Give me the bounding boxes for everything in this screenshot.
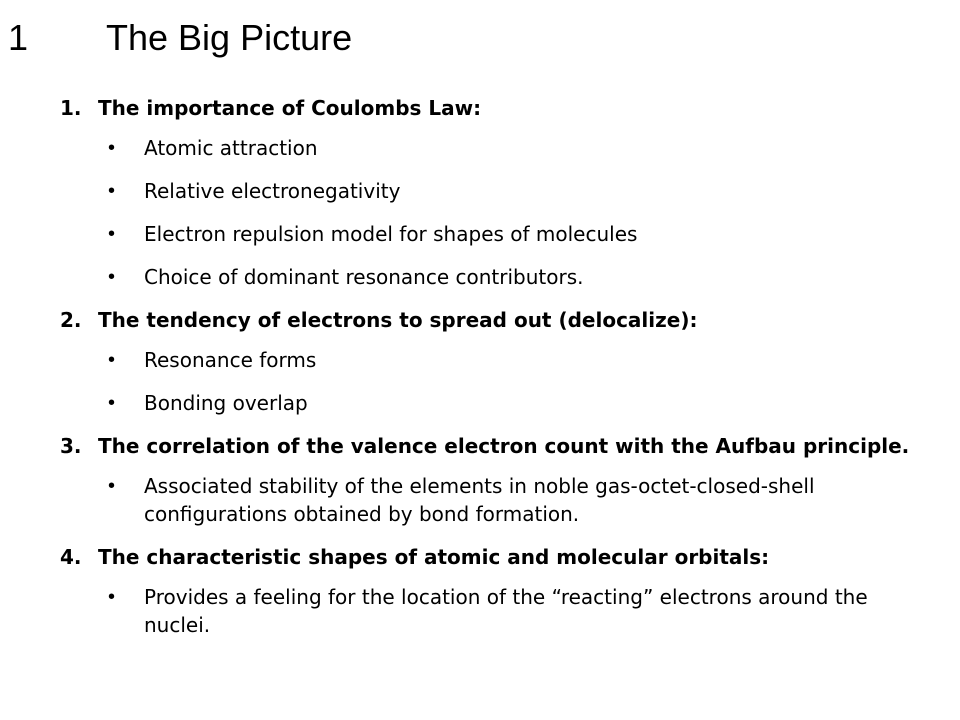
section-heading (60, 306, 940, 334)
bullet-text: Bonding overlap (144, 391, 308, 415)
bullet-icon: • (108, 223, 116, 245)
bullet-icon: • (108, 586, 116, 608)
section-number: 3. (60, 434, 82, 458)
bullet-icon: • (108, 392, 116, 414)
section-heading (60, 432, 940, 460)
section-heading (60, 543, 940, 571)
slide-title-number: 1 (8, 17, 29, 58)
bullet-text: Electron repulsion model for shapes of molecules (144, 222, 638, 246)
bullet-item (108, 220, 940, 248)
section-heading (60, 94, 940, 122)
section-number: 2. (60, 308, 82, 332)
bullet-item (108, 177, 940, 205)
slide-title-text: The Big Picture (106, 17, 353, 58)
slide-content (60, 94, 940, 654)
bullet-icon: • (108, 180, 116, 202)
section-heading-text: The tendency of electrons to spread out (delocalize): (98, 308, 698, 332)
section-heading-text: The importance of Coulombs Law: (98, 96, 482, 120)
bullet-item (108, 263, 940, 291)
bullet-icon: • (108, 266, 116, 288)
bullet-icon: • (108, 475, 116, 497)
bullet-text: Associated stability of the elements in noble gas-octet-closed-shell configurations obtained by bond formation. (144, 474, 815, 526)
bullet-item (108, 583, 940, 639)
bullet-icon: • (108, 137, 116, 159)
bullet-text: Relative electronegativity (144, 179, 401, 203)
bullet-item (108, 346, 940, 374)
slide-title (8, 14, 352, 62)
section-heading-text: The characteristic shapes of atomic and molecular orbitals: (98, 545, 770, 569)
section-number: 4. (60, 545, 82, 569)
bullet-text: Provides a feeling for the location of the “reacting” electrons around the nuclei. (144, 585, 868, 637)
bullet-text: Choice of dominant resonance contributors. (144, 265, 584, 289)
bullet-text: Resonance forms (144, 348, 317, 372)
section-number: 1. (60, 96, 82, 120)
bullet-item (108, 134, 940, 162)
bullet-icon: • (108, 349, 116, 371)
bullet-text: Atomic attraction (144, 136, 318, 160)
bullet-item (108, 389, 940, 417)
bullet-item (108, 472, 940, 528)
section-heading-text: The correlation of the valence electron count with the Aufbau principle. (98, 434, 910, 458)
